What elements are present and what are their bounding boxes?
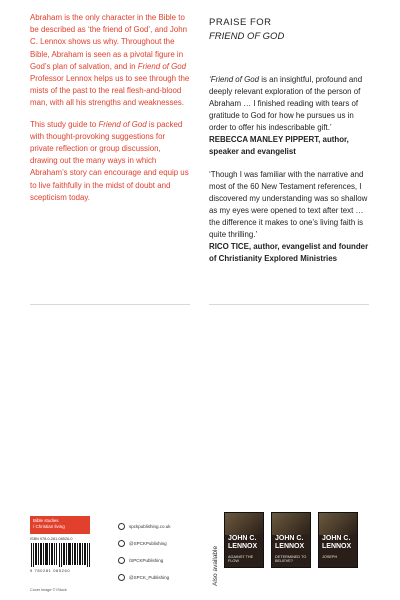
book-title: DETERMINED TO BELIEVE?: [275, 555, 307, 564]
twitter-icon: [118, 540, 125, 547]
endorsement-quote: [209, 74, 371, 158]
quote-text: ‘Though I was familiar with the narrative and most of the 60 New Testament references, I discovered my understanding was so shallow as my eyes were opened to text after text … the difference it makes to one’s living faith is quite thrilling.’: [209, 170, 368, 239]
cover-art: [225, 513, 263, 535]
divider-right: [209, 304, 369, 305]
book-author: JOHN C. LENNOX: [228, 535, 258, 550]
blurb-paragraph-1: Abraham is the only character in the Bible to be described as ‘the friend of God’, and John C. Lennox shows us why. Throughout the Bible, Abraham is seen as a pivotal figure in God’s plan of salvation, and in Friend of God Professor Lennox helps us to see through the mists of the past to the real flesh-and-blood man, with all his strengths and weaknesses.: [30, 13, 190, 108]
cover-art: [319, 513, 357, 535]
category-label: Bible studies / Christian living: [30, 516, 90, 534]
social-row: @SPCK_Publishing: [118, 571, 171, 583]
cover-credit: Cover image © iStock: [30, 588, 67, 592]
social-row: /SPCKPublishing: [118, 554, 171, 566]
praise-column: [209, 16, 371, 276]
book-title: JOSEPH: [322, 555, 338, 559]
praise-heading-line2: FRIEND OF GOD: [209, 31, 285, 42]
book-title: AGAINST THE FLOW: [228, 555, 254, 564]
book-cover-thumbnail: [224, 512, 264, 568]
globe-icon: [118, 523, 125, 530]
social-row: @SPCKPublishing: [118, 537, 171, 549]
isbn-text: ISBN 978-0-281-08526-0: [30, 537, 73, 541]
quote-text: ‘Friend of God is an insightful, profound and deeply relevant exploration of the person of Abraham … I finished reading with tears of gratitude to God for how he pursues us in order to offer his indescribable gift.’: [209, 75, 363, 132]
quote-author: REBECCA MANLEY PIPPERT, author, speaker and evangelist: [209, 135, 349, 156]
quote-author: RICO TICE, author, evangelist and founder of Christianity Explored Ministries: [209, 242, 369, 263]
book-author: JOHN C. LENNOX: [275, 535, 305, 550]
facebook-icon: [118, 557, 125, 564]
cover-art: [272, 513, 310, 535]
book-cover-thumbnail: [271, 512, 311, 568]
book-cover-thumbnail: [318, 512, 358, 568]
barcode-number: 9 780281 085260: [30, 568, 71, 573]
instagram-icon: [118, 574, 125, 581]
book-blurb: [30, 12, 190, 204]
praise-heading: [209, 16, 371, 44]
praise-heading-line1: PRAISE FOR: [209, 17, 272, 28]
social-links: [118, 520, 171, 588]
divider-left: [30, 304, 190, 305]
social-row: spckpublishing.co.uk: [118, 520, 171, 532]
blurb-paragraph-2: This study guide to Friend of God is packed with thought-provoking suggestions for private reflection or group discussion, drawing out the many ways in which Abraham’s story can encourage and equip us to live faithfully in the midst of doubt and scepticism today.: [30, 119, 189, 202]
barcode: [30, 543, 92, 567]
also-available-label: Also available: [212, 545, 219, 586]
book-author: JOHN C. LENNOX: [322, 535, 352, 550]
endorsement-quote: [209, 169, 371, 265]
blurb-column: [30, 12, 190, 213]
